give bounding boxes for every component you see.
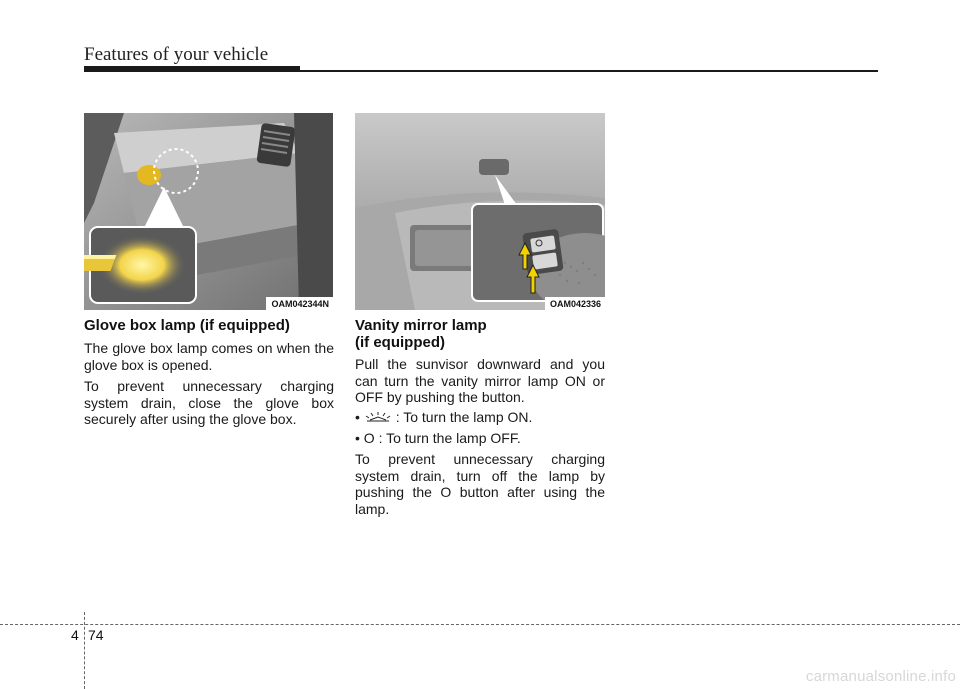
lamp-on-icon: [364, 411, 392, 423]
footer-vertical-divider: [84, 612, 85, 689]
watermark: carmanualsonline.info: [805, 668, 956, 685]
glove-box-lamp-title: Glove box lamp (if equipped): [84, 317, 290, 334]
glove-box-figure: [84, 113, 333, 310]
chapter-number: 4: [71, 627, 79, 643]
figure-code: OAM042336: [545, 297, 605, 310]
header-title: Features of your vehicle: [84, 44, 269, 65]
vanity-title-line-1: Vanity mirror lamp: [355, 317, 487, 334]
vanity-mirror-figure: [355, 113, 605, 310]
glove-box-paragraph-2: To prevent unnecessary charging system drain, close the glove box securely after using the glove box.: [84, 378, 334, 427]
vanity-bullet-off: • O : To turn the lamp OFF.: [355, 430, 521, 446]
vanity-mirror-lamp-title: [355, 317, 605, 351]
glove-box-illustration: [84, 113, 333, 310]
header-bar-thin: [300, 70, 878, 72]
vanity-mirror-illustration: [355, 113, 605, 310]
header-bar-thick: [84, 66, 300, 72]
vanity-paragraph-2: To prevent unnecessary charging system drain, turn off the lamp by pushing the O button after using the lamp.: [355, 451, 605, 517]
page-number: 74: [88, 627, 104, 643]
vanity-title-line-2: (if equipped): [355, 334, 445, 351]
footer-divider: [0, 624, 960, 625]
bullet-on-text: : To turn the lamp ON.: [395, 409, 533, 425]
vanity-bullet-on: [355, 409, 605, 426]
vanity-paragraph-1: Pull the sunvisor downward and you can turn the vanity mirror lamp ON or OFF by pushing the button.: [355, 356, 605, 405]
bullet-mark: •: [355, 409, 360, 425]
glove-box-paragraph-1: The glove box lamp comes on when the glove box is opened.: [84, 340, 334, 373]
figure-code: OAM042344N: [266, 297, 333, 310]
